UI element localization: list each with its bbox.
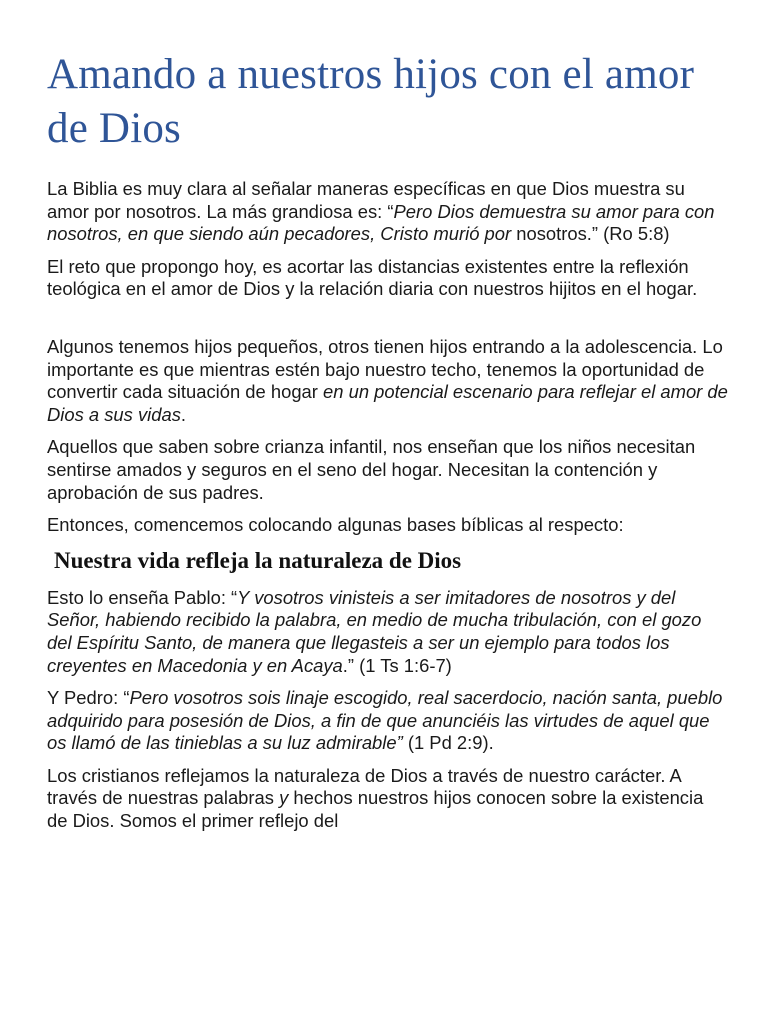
paragraph-upbringing: Aquellos que saben sobre crianza infantil, nos enseñan que los niños necesitan sentirse amados y seguros en el seno del hogar. Necesitan la contención y aprobación de sus padres. [47,436,696,503]
paragraph-challenge: El reto que propongo hoy, es acortar las distancias existentes entre la reflexión teológica en el amor de Dios y la relación diaria con nuestros hijitos en el hogar. [47,255,698,300]
paragraph-reflection [47,765,728,833]
italic-quote: Pero Dios demuestra su amor para con nosotros, en que siendo aún pecadores, Cristo murió por [47,200,715,245]
paragraph-pedro [47,687,728,755]
italic-phrase: en un potencial escenario para reflejar el amor de Dios a sus vidas [47,381,728,425]
paragraph-children [47,336,728,426]
text-run: Esto lo enseña Pablo: “ [47,586,238,608]
text-run: . [180,403,187,425]
italic-quote: Y vosotros vinisteis a ser imitadores de nosotros y del Señor, habiendo recibido la palabra, en medio de mucha tribulación, con el gozo del Espíritu Santo, de manera que llegasteis a ser un ejemplo para todos los creyentes en Macedonia y en Acaya [47,586,702,676]
section-heading: Nuestra vida refleja la naturaleza de Dios [54,547,462,573]
italic-quote: Pero vosotros sois linaje escogido, real sacerdocio, nación santa, pueblo adquirido para posesión de Dios, a fin de que anunciéis las virtudes de aquel que os llamó de las tinieblas a su luz admirable” [47,687,723,754]
text-run: Y Pedro: “ [47,687,130,709]
text-run: La Biblia es muy clara al señalar maneras específicas en que Dios muestra su amor por nosotros. La más grandiosa es: “ [47,178,685,222]
paragraph-pablo [47,587,728,677]
text-run: .” (1 Ts 1:6-7) [342,654,452,676]
page-title: Amando a nuestros hijos con el amor de Dios [47,51,695,152]
paragraph-bases: Entonces, comencemos colocando algunas bases bíblicas al respecto: [47,514,624,536]
paragraph-intro [47,178,728,246]
italic-word: y [279,787,289,809]
text-run: nosotros.” (Ro 5:8) [511,223,670,245]
text-run: Algunos tenemos hijos pequeños, otros tienen hijos entrando a la adolescencia. Lo importante es que mientras estén bajo nuestro techo, tenemos la oportunidad de convertir cada situación de hogar [47,335,723,403]
text-run: hechos nuestros hijos conocen sobre la existencia de Dios. Somos el primer reflejo del [47,787,704,832]
text-run: (1 Pd 2:9). [402,732,494,754]
text-run: Los cristianos reflejamos la naturaleza de Dios a través de nuestro carácter. A través de nuestras palabras [47,764,681,809]
